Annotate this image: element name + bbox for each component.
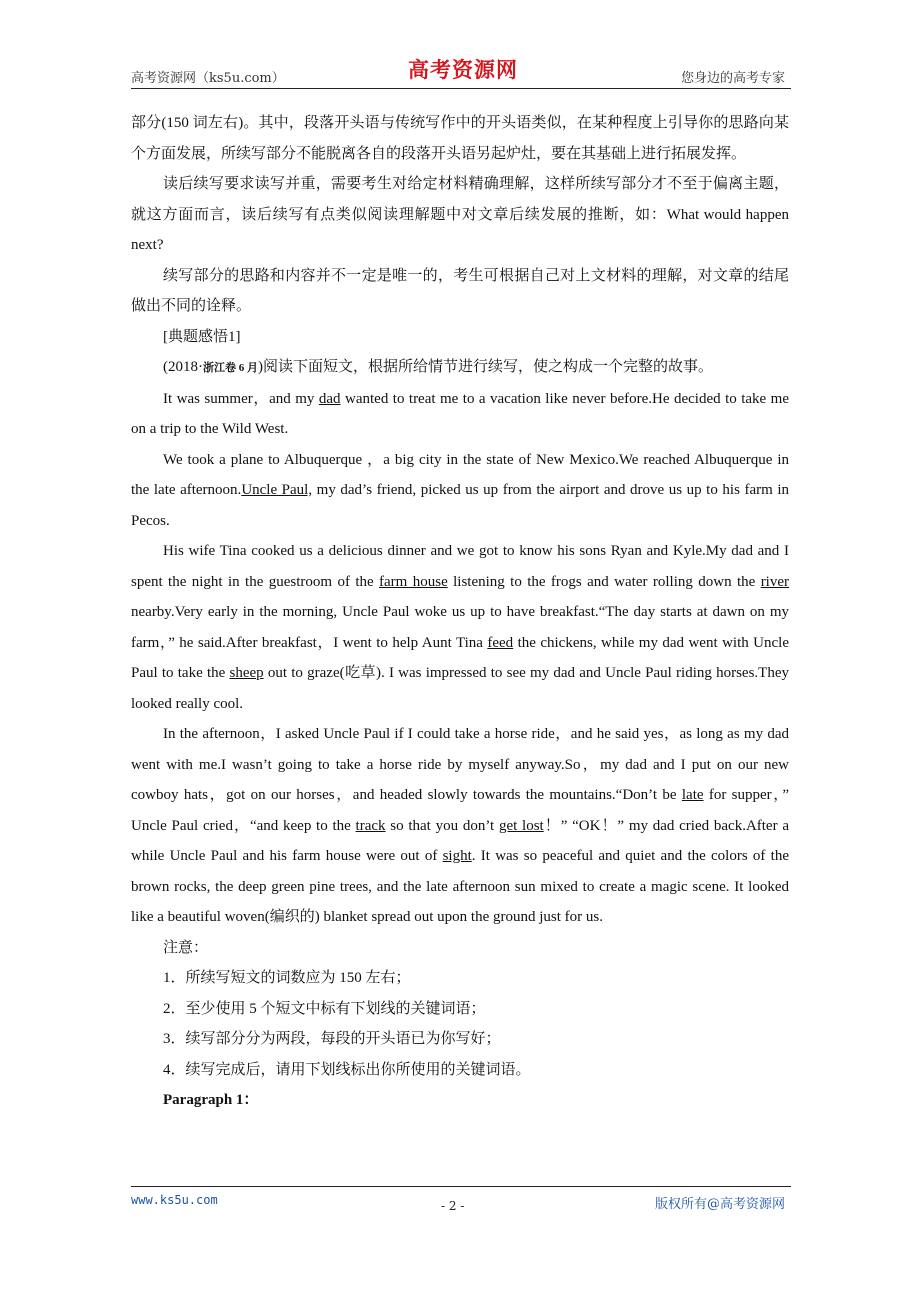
note-item: 3．续写部分分为两段，每段的开头语已为你写好； (163, 1031, 501, 1047)
header-slogan: 您身边的高考专家 (680, 71, 785, 86)
header-logo: 高考资源网 (408, 58, 518, 82)
keyword-underlined: sight (442, 848, 472, 864)
source-year: (2018· (163, 359, 203, 375)
instruction-text: 阅读下面短文，根据所给情节进行续写，使之构成一个完整的故事。 (263, 359, 714, 375)
footer-site-link[interactable]: www.ks5u.com (131, 1193, 218, 1207)
notes-label: 注意： (163, 939, 209, 956)
page-footer (131, 1186, 791, 1227)
page-header (131, 52, 791, 89)
example-label: [典题感悟1] (163, 328, 241, 345)
keyword-underlined: get lost (498, 817, 544, 834)
keyword-underlined: Uncle Paul, (241, 482, 313, 498)
document-body (131, 108, 789, 1116)
source-close: ) (258, 359, 263, 375)
keyword-underlined: feed (487, 634, 514, 651)
keyword-underlined: track (355, 817, 386, 834)
intro-paragraph-2: 读后续写要求读写并重，需要考生对给定材料精确理解，这样所续写部分才不至于偏离主题，就这方面而言，读后续写有点类似阅读理解题中对文章后续发展的推断，如：What would happen next? (131, 176, 789, 253)
keyword-underlined: farm house (379, 573, 448, 590)
story-paragraph-1: It was summer，and my dad wanted to treat me to a vacation like never before.He decided to take me on a trip to the Wild West. (131, 390, 789, 437)
footer-copyright: 版权所有@高考资源网 (654, 1197, 785, 1212)
story-paragraph-3: His wife Tina cooked us a delicious dinner and we got to know his sons Ryan and Kyle.My dad and I spent the night in the guestroom of the farm house listening to the frogs and water rolling down the river nearby.Very early in the morning, Uncle Paul woke us up to have breakfast.“The day starts at dawn on my farm，” he said.After breakfast，I went to help Aunt Tina feed the chickens, while my dad went with Uncle Paul to take the sheep out to graze(吃草). I was impressed to see my dad and Uncle Paul riding horses.They looked really cool. (131, 543, 790, 712)
story-paragraph-2: We took a plane to Albuquerque ，a big city in the state of New Mexico.We reached Albuquerque in the late afternoon.Uncle Paul, my dad’s friend, picked us up from the airport and drove us up to his farm in Pecos. (131, 451, 789, 529)
keyword-underlined: late (681, 787, 704, 803)
example-instruction (163, 352, 789, 384)
keyword-underlined: river (760, 573, 790, 590)
paragraph-1-label: Paragraph 1： (163, 1092, 259, 1108)
story-paragraph-4: In the afternoon，I asked Uncle Paul if I could take a horse ride，and he said yes，as long as my dad went with me.I wasn’t going to take a horse ride by myself anyway.So，my dad and I put on our new cowboy hats，got on our horses，and headed slowly towards the mountains.“Don’t be late for supper，” Uncle Paul cried，“and keep to the track so that you don’t get lost！” “OK！” my dad cried back.After a while Uncle Paul and his farm house were out of sight. It was so peaceful and quiet and the colors of the brown rocks, the deep green pine trees, and the late afternoon sun mixed to create a magic scene. It looked like a beautiful woven(编织的) blanket spread out upon the ground just for us. (131, 726, 790, 925)
source-paper: 浙江卷 6 月 (203, 362, 258, 374)
intro-paragraph-3: 续写部分的思路和内容并不一定是唯一的，考生可根据自己对上文材料的理解，对文章的结尾做出不同的诠释。 (131, 267, 789, 314)
note-item: 2．至少使用 5 个短文中标有下划线的关键词语； (163, 1000, 486, 1017)
keyword-underlined: sheep (229, 665, 264, 681)
keyword-underlined: dad (318, 390, 341, 407)
note-item: 4．续写完成后，请用下划线标出你所使用的关键词语。 (163, 1061, 531, 1078)
intro-paragraph-1: 部分(150 词左右)。其中，段落开头语与传统写作中的开头语类似，在某种程度上引导你的思路向某个方面发展，所续写部分不能脱离各自的段落开头语另起炉灶，要在其基础上进行拓展发挥。 (131, 115, 789, 162)
header-site-name: 高考资源网（ks5u.com） (131, 71, 285, 86)
note-item: 1．所续写短文的词数应为 150 左右； (163, 970, 411, 986)
page-number: - 2 - (441, 1199, 465, 1213)
